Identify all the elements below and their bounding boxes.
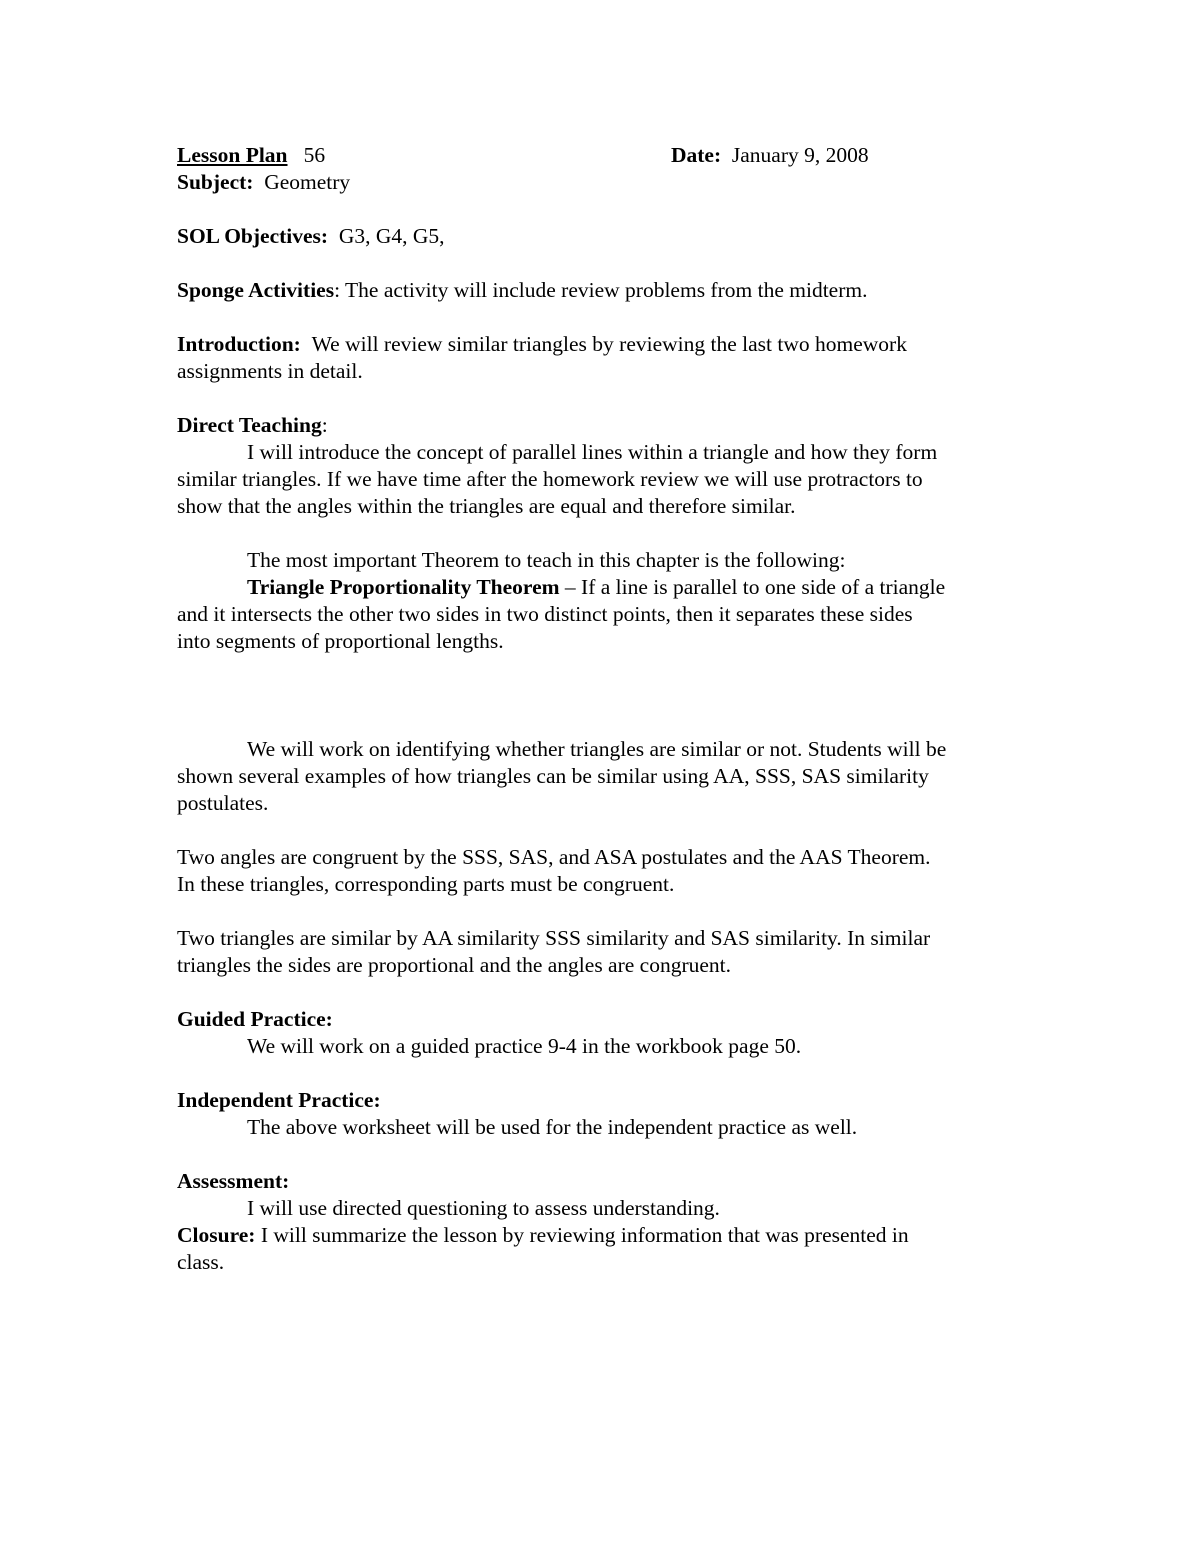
theorem-line-1 <box>177 574 1037 601</box>
theorem-name: Triangle Proportionality Theorem <box>247 575 560 599</box>
sponge-activities-text: : The activity will include review problems from the midterm. <box>334 278 868 302</box>
lesson-plan-label: Lesson Plan <box>177 143 288 167</box>
subject-line <box>177 169 1037 196</box>
direct-teaching-para5-line2: triangles the sides are proportional and the angles are congruent. <box>177 953 732 977</box>
theorem-line-3: into segments of proportional lengths. <box>177 629 504 653</box>
independent-practice-text: The above worksheet will be used for the independent practice as well. <box>247 1115 858 1139</box>
assessment-text: I will use directed questioning to assess understanding. <box>247 1196 720 1220</box>
theorem-text-1: – If a line is parallel to one side of a triangle <box>559 575 946 599</box>
direct-teaching-para4-line2: In these triangles, corresponding parts must be congruent. <box>177 872 675 896</box>
date-label: Date: <box>671 143 722 167</box>
direct-teaching-para4-line1: Two angles are congruent by the SSS, SAS, and ASA postulates and the AAS Theorem. <box>177 845 931 869</box>
introduction-text-1: We will review similar triangles by reviewing the last two homework <box>311 332 907 356</box>
sol-objectives-value: G3, G4, G5, <box>338 224 445 248</box>
direct-teaching-para1-line2: similar triangles. If we have time after the homework review we will use protractors to <box>177 467 923 491</box>
guided-practice-heading: Guided Practice: <box>177 1007 333 1031</box>
introduction-label: Introduction: <box>177 332 301 356</box>
date-block <box>671 142 869 169</box>
guided-practice-text: We will work on a guided practice 9-4 in the workbook page 50. <box>247 1034 802 1058</box>
lesson-plan-header <box>177 142 1037 169</box>
direct-teaching-para3-line3: postulates. <box>177 791 269 815</box>
assessment-heading: Assessment: <box>177 1169 290 1193</box>
direct-teaching-heading <box>177 412 1037 439</box>
sponge-activities-label: Sponge Activities <box>177 278 335 302</box>
independent-practice-heading: Independent Practice: <box>177 1088 381 1112</box>
introduction-line-1 <box>177 331 1037 358</box>
date-value: January 9, 2008 <box>731 143 869 167</box>
direct-teaching-para5-line1: Two triangles are similar by AA similarity SSS similarity and SAS similarity. In similar <box>177 926 931 950</box>
direct-teaching-para1-line3: show that the angles within the triangles are equal and therefore similar. <box>177 494 796 518</box>
direct-teaching-para2-line1: The most important Theorem to teach in this chapter is the following: <box>247 548 846 572</box>
sol-objectives-label: SOL Objectives: <box>177 224 329 248</box>
direct-teaching-para3-line2: shown several examples of how triangles can be similar using AA, SSS, SAS similarity <box>177 764 929 788</box>
lesson-plan-content <box>177 142 1037 1276</box>
introduction-line-2: assignments in detail. <box>177 359 363 383</box>
sol-objectives-line <box>177 223 1037 250</box>
theorem-line-2: and it intersects the other two sides in two distinct points, then it separates these sides <box>177 602 913 626</box>
direct-teaching-colon: : <box>321 413 328 437</box>
sponge-activities-line <box>177 277 1037 304</box>
closure-line-2: class. <box>177 1250 225 1274</box>
subject-value: Geometry <box>264 170 351 194</box>
direct-teaching-label: Direct Teaching <box>177 413 322 437</box>
direct-teaching-para3-line1: We will work on identifying whether triangles are similar or not. Students will be <box>247 737 947 761</box>
direct-teaching-para1-line1: I will introduce the concept of parallel lines within a triangle and how they form <box>247 440 938 464</box>
closure-text-1: I will summarize the lesson by reviewing information that was presented in <box>255 1223 909 1247</box>
closure-line-1 <box>177 1222 1037 1249</box>
lesson-plan-number: 56 <box>303 143 326 167</box>
closure-label: Closure: <box>177 1223 256 1247</box>
subject-label: Subject: <box>177 170 254 194</box>
